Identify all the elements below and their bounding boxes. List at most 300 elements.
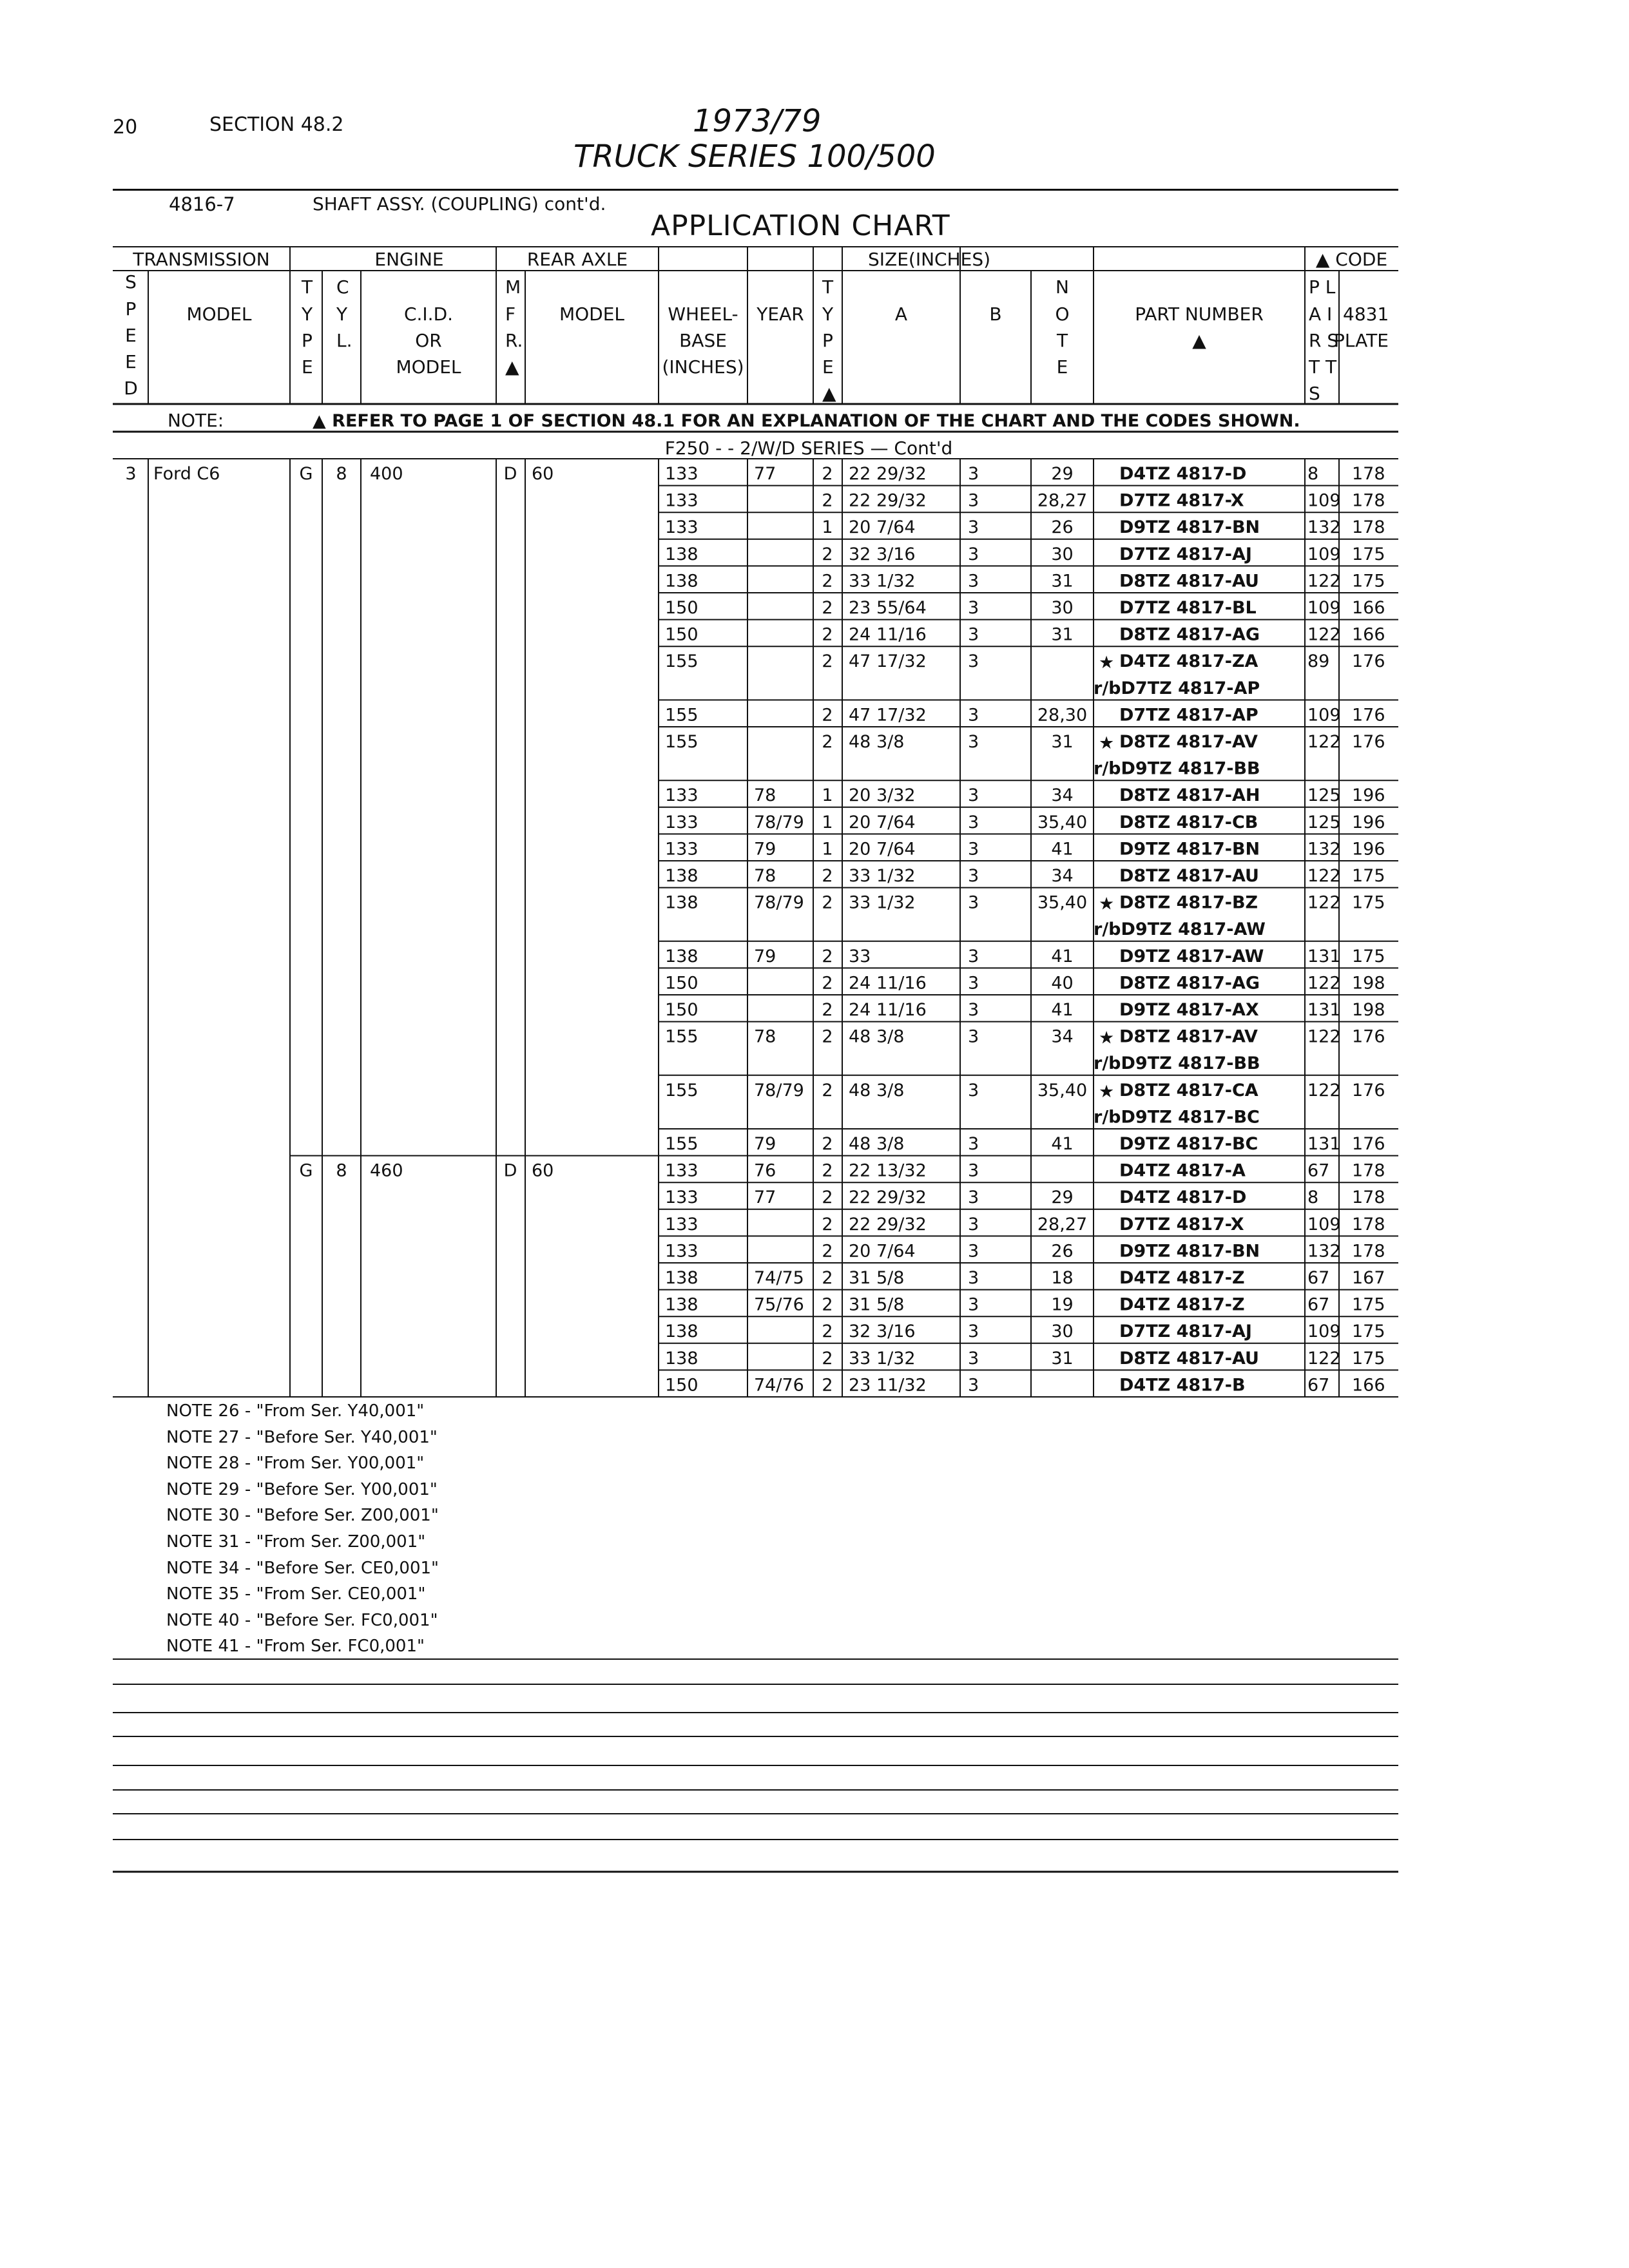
- axle-mfr: D: [503, 1160, 517, 1181]
- cell-part-number: D8TZ 4817-AH: [1119, 785, 1260, 806]
- header-code-4831: 4831: [1343, 303, 1389, 325]
- superseded-star-icon: ★: [1099, 653, 1115, 673]
- cell-part-number: D8TZ 4817-AU: [1119, 866, 1259, 886]
- cell-size-b: 3: [968, 1026, 979, 1047]
- header-code-plate: PLATE: [1334, 330, 1389, 351]
- cell-wheelbase: 133: [665, 464, 699, 484]
- cell-type: 2: [822, 624, 833, 645]
- cell-note: 31: [1051, 1348, 1074, 1369]
- cell-type: 2: [822, 732, 833, 752]
- cell-type: 2: [822, 571, 833, 591]
- cell-size-a: 33 1/32: [849, 866, 916, 886]
- cell-wheelbase: 150: [665, 624, 699, 645]
- header-type: E: [822, 356, 834, 378]
- trans-model: Ford C6: [153, 464, 220, 484]
- cell-pl: 122: [1307, 732, 1341, 752]
- cell-note: 41: [1051, 1134, 1074, 1154]
- cell-pl: 67: [1307, 1375, 1330, 1396]
- header-year: YEAR: [757, 303, 804, 325]
- cell-size-b: 3: [968, 1214, 979, 1235]
- cell-code: 178: [1352, 1160, 1385, 1181]
- cell-part-number: D4TZ 4817-Z: [1119, 1268, 1245, 1288]
- cell-part-number: D4TZ 4817-A: [1119, 1160, 1246, 1181]
- cell-type: 1: [822, 812, 833, 832]
- cell-year: 78: [754, 866, 776, 886]
- header-part-number-marker: ▲: [1192, 330, 1206, 351]
- cell-part-number: D4TZ 4817-Z: [1119, 1294, 1245, 1315]
- cell-type: 2: [822, 1187, 833, 1208]
- engine-type: G: [299, 1160, 313, 1181]
- cell-size-b: 3: [968, 1187, 979, 1208]
- cell-year: 77: [754, 464, 776, 484]
- axle-model: 60: [532, 1160, 554, 1181]
- cell-type: 2: [822, 973, 833, 994]
- cell-pl: 109: [1307, 544, 1341, 564]
- cell-pl: 132: [1307, 1241, 1341, 1262]
- cell-size-b: 3: [968, 892, 979, 913]
- cell-size-a: 47 17/32: [849, 651, 927, 672]
- group-header-rear-axle: REAR AXLE: [526, 249, 628, 270]
- cell-wheelbase: 133: [665, 839, 699, 860]
- cell-size-a: 22 29/32: [849, 1214, 927, 1235]
- cell-size-b: 3: [968, 1268, 979, 1288]
- cell-pl: 132: [1307, 839, 1341, 860]
- header-cylinders: Y: [336, 303, 348, 325]
- cell-code: 176: [1352, 651, 1385, 672]
- header-cid: C.I.D.: [403, 303, 454, 325]
- cell-wheelbase: 155: [665, 1080, 699, 1100]
- header-parts: S: [1309, 383, 1320, 404]
- cell-size-b: 3: [968, 490, 979, 511]
- cell-year: 79: [754, 946, 776, 966]
- header-note: O: [1055, 303, 1070, 325]
- cell-size-a: 20 7/64: [849, 1241, 916, 1262]
- cell-size-a: 47 17/32: [849, 705, 927, 726]
- header-note: T: [1056, 330, 1068, 351]
- cell-year: 77: [754, 1187, 776, 1208]
- cell-size-a: 33: [849, 946, 871, 966]
- header-speed: S: [125, 271, 137, 293]
- cell-part-number: D4TZ 4817-ZA: [1119, 651, 1258, 672]
- cell-code: 178: [1352, 517, 1385, 538]
- header-mfr: ▲: [505, 356, 519, 378]
- cell-note: 31: [1051, 732, 1074, 752]
- cell-size-a: 23 55/64: [849, 598, 927, 618]
- cell-code: 196: [1352, 839, 1385, 860]
- cell-wheelbase: 133: [665, 1241, 699, 1262]
- page-number: 20: [113, 116, 138, 139]
- cell-size-b: 3: [968, 839, 979, 860]
- cell-part-number: D8TZ 4817-BZ: [1119, 892, 1258, 913]
- cell-wheelbase: 155: [665, 1026, 699, 1047]
- cell-wheelbase: 138: [665, 866, 699, 886]
- cell-code: 175: [1352, 1321, 1385, 1342]
- header-speed: P: [125, 298, 137, 320]
- cell-type: 2: [822, 1294, 833, 1315]
- cell-note: 28,27: [1037, 1214, 1088, 1235]
- cell-note: 30: [1051, 544, 1074, 564]
- header-note: N: [1055, 276, 1069, 298]
- cell-pl: 122: [1307, 1348, 1341, 1369]
- cell-size-b: 3: [968, 1294, 979, 1315]
- cell-type: 2: [822, 1000, 833, 1020]
- cell-type: 2: [822, 1348, 833, 1369]
- cell-pl: 122: [1307, 624, 1341, 645]
- header-parts: R S: [1309, 330, 1339, 351]
- cell-replaced-by-part-number: r/bD7TZ 4817-AP: [1094, 678, 1260, 698]
- cell-size-b: 3: [968, 598, 979, 618]
- cell-pl: 122: [1307, 1080, 1341, 1100]
- cell-part-number: D8TZ 4817-AU: [1119, 571, 1259, 591]
- cell-pl: 131: [1307, 1000, 1341, 1020]
- cell-size-a: 20 3/32: [849, 785, 916, 806]
- cell-code: 198: [1352, 973, 1385, 994]
- header-cid: MODEL: [396, 356, 461, 378]
- cell-type: 2: [822, 1375, 833, 1396]
- header-engine-type: T: [302, 276, 313, 298]
- cell-wheelbase: 133: [665, 1214, 699, 1235]
- cell-size-b: 3: [968, 571, 979, 591]
- cell-wheelbase: 138: [665, 1268, 699, 1288]
- cell-size-a: 31 5/8: [849, 1268, 905, 1288]
- notes-list: [166, 1398, 439, 1660]
- cell-year: 78/79: [754, 812, 804, 832]
- header-engine-type: Y: [302, 303, 313, 325]
- note-item: NOTE 28 - "From Ser. Y00,001": [166, 1454, 425, 1474]
- cell-code: 175: [1352, 544, 1385, 564]
- cell-size-b: 3: [968, 1321, 979, 1342]
- header-speed: E: [125, 351, 137, 372]
- cell-note: 18: [1051, 1268, 1074, 1288]
- cell-code: 178: [1352, 1187, 1385, 1208]
- cell-code: 178: [1352, 1241, 1385, 1262]
- page-title-years: 1973/79: [693, 103, 822, 139]
- part-group-description: SHAFT ASSY. (COUPLING) cont'd.: [313, 193, 606, 215]
- group-header-transmission: TRANSMISSION: [133, 249, 270, 270]
- header-wheelbase: (INCHES): [662, 356, 744, 378]
- cell-size-b: 3: [968, 785, 979, 806]
- cell-part-number: D4TZ 4817-D: [1119, 464, 1247, 484]
- cell-part-number: D8TZ 4817-CA: [1119, 1080, 1258, 1100]
- cell-pl: 109: [1307, 598, 1341, 618]
- cell-size-b: 3: [968, 973, 979, 994]
- cell-pl: 67: [1307, 1160, 1330, 1181]
- header-engine-type: P: [302, 330, 313, 351]
- cell-size-b: 3: [968, 464, 979, 484]
- cell-note: 35,40: [1037, 1080, 1088, 1100]
- axle-mfr: D: [503, 464, 517, 484]
- cell-type: 2: [822, 598, 833, 618]
- cell-code: 196: [1352, 812, 1385, 832]
- cell-pl: 125: [1307, 812, 1341, 832]
- header-wheelbase: WHEEL-: [668, 303, 738, 325]
- trans-speed: 3: [125, 464, 137, 484]
- axle-model: 60: [532, 464, 554, 484]
- cell-type: 1: [822, 839, 833, 860]
- cell-code: 176: [1352, 732, 1385, 752]
- cell-size-a: 48 3/8: [849, 1080, 905, 1100]
- cell-part-number: D9TZ 4817-AW: [1119, 946, 1264, 966]
- cell-part-number: D7TZ 4817-AP: [1119, 705, 1258, 726]
- cell-note: 31: [1051, 624, 1074, 645]
- cell-part-number: D9TZ 4817-BC: [1119, 1134, 1258, 1154]
- cell-part-number: D7TZ 4817-AJ: [1119, 544, 1252, 564]
- note-item: NOTE 41 - "From Ser. FC0,001": [166, 1637, 425, 1657]
- note-text: ▲ REFER TO PAGE 1 OF SECTION 48.1 FOR AN EXPLANATION OF THE CHART AND THE CODES SHOWN.: [313, 411, 1300, 431]
- cell-part-number: D8TZ 4817-AV: [1119, 732, 1258, 752]
- cell-note: 41: [1051, 1000, 1074, 1020]
- cell-size-b: 3: [968, 946, 979, 966]
- cell-note: 28,27: [1037, 490, 1088, 511]
- cell-size-a: 24 11/16: [849, 624, 927, 645]
- cell-pl: 109: [1307, 1214, 1341, 1235]
- cell-pl: 67: [1307, 1268, 1330, 1288]
- cell-size-a: 23 11/32: [849, 1375, 927, 1396]
- cell-size-a: 22 29/32: [849, 490, 927, 511]
- cell-size-a: 48 3/8: [849, 1026, 905, 1047]
- cell-year: 79: [754, 839, 776, 860]
- cell-size-a: 33 1/32: [849, 571, 916, 591]
- note-item: NOTE 40 - "Before Ser. FC0,001": [166, 1610, 438, 1630]
- cell-replaced-by-part-number: r/bD9TZ 4817-BB: [1094, 758, 1260, 779]
- header-cid: OR: [415, 330, 442, 351]
- cell-size-a: 22 13/32: [849, 1160, 927, 1181]
- cell-type: 2: [822, 1080, 833, 1100]
- cell-wheelbase: 150: [665, 1000, 699, 1020]
- cell-code: 175: [1352, 1294, 1385, 1315]
- cell-size-a: 20 7/64: [849, 812, 916, 832]
- cell-size-b: 3: [968, 517, 979, 538]
- cell-part-number: D8TZ 4817-AU: [1119, 1348, 1259, 1369]
- cell-wheelbase: 138: [665, 946, 699, 966]
- cell-type: 2: [822, 1241, 833, 1262]
- cell-note: 41: [1051, 839, 1074, 860]
- engine-cylinders: 8: [336, 1160, 347, 1181]
- cell-wheelbase: 133: [665, 785, 699, 806]
- page-title-series: TRUCK SERIES 100/500: [574, 139, 936, 175]
- cell-wheelbase: 138: [665, 892, 699, 913]
- cell-code: 178: [1352, 490, 1385, 511]
- cell-code: 196: [1352, 785, 1385, 806]
- header-size-b: B: [989, 303, 1002, 325]
- cell-wheelbase: 138: [665, 544, 699, 564]
- cell-type: 2: [822, 490, 833, 511]
- cell-size-a: 32 3/16: [849, 544, 916, 564]
- cell-size-b: 3: [968, 1000, 979, 1020]
- cell-code: 176: [1352, 1026, 1385, 1047]
- cell-size-b: 3: [968, 732, 979, 752]
- header-part-number: PART NUMBER: [1135, 303, 1264, 325]
- cell-wheelbase: 133: [665, 812, 699, 832]
- header-parts: A I: [1309, 303, 1333, 325]
- cell-wheelbase: 155: [665, 651, 699, 672]
- cell-code: 175: [1352, 1348, 1385, 1369]
- chart-title: APPLICATION CHART: [651, 209, 950, 242]
- superseded-star-icon: ★: [1099, 1028, 1115, 1048]
- note-label: NOTE:: [168, 410, 224, 431]
- cell-size-a: 20 7/64: [849, 839, 916, 860]
- cell-wheelbase: 133: [665, 1160, 699, 1181]
- cell-type: 1: [822, 517, 833, 538]
- cell-pl: 89: [1307, 651, 1330, 672]
- note-item: NOTE 26 - "From Ser. Y40,001": [166, 1401, 425, 1421]
- cell-year: 78/79: [754, 1080, 804, 1100]
- cell-part-number: D8TZ 4817-CB: [1119, 812, 1258, 832]
- cell-pl: 122: [1307, 571, 1341, 591]
- header-speed: D: [124, 378, 138, 399]
- cell-year: 79: [754, 1134, 776, 1154]
- cell-type: 2: [822, 544, 833, 564]
- cell-size-b: 3: [968, 866, 979, 886]
- cell-size-a: 33 1/32: [849, 892, 916, 913]
- cell-wheelbase: 150: [665, 1375, 699, 1396]
- cell-type: 2: [822, 892, 833, 913]
- cell-type: 2: [822, 651, 833, 672]
- cell-type: 2: [822, 1026, 833, 1047]
- cell-size-a: 33 1/32: [849, 1348, 916, 1369]
- cell-code: 175: [1352, 866, 1385, 886]
- cell-part-number: D7TZ 4817-X: [1119, 490, 1244, 511]
- note-item: NOTE 29 - "Before Ser. Y00,001": [166, 1479, 438, 1499]
- cell-year: 76: [754, 1160, 776, 1181]
- header-wheelbase: BASE: [679, 330, 727, 351]
- cell-wheelbase: 155: [665, 705, 699, 726]
- cell-part-number: D8TZ 4817-AG: [1119, 973, 1260, 994]
- header-axle-model: MODEL: [559, 303, 625, 325]
- note-item: NOTE 31 - "From Ser. Z00,001": [166, 1532, 426, 1552]
- cell-note: 34: [1051, 1026, 1074, 1047]
- cell-code: 175: [1352, 892, 1385, 913]
- cell-wheelbase: 138: [665, 571, 699, 591]
- header-cylinders: C: [336, 276, 349, 298]
- cell-replaced-by-part-number: r/bD9TZ 4817-AW: [1094, 919, 1266, 940]
- engine-cid: 460: [370, 1160, 403, 1181]
- cell-size-b: 3: [968, 651, 979, 672]
- cell-wheelbase: 155: [665, 732, 699, 752]
- cell-wheelbase: 150: [665, 598, 699, 618]
- header-type: P: [822, 330, 833, 351]
- cell-note: 31: [1051, 571, 1074, 591]
- cell-size-a: 48 3/8: [849, 1134, 905, 1154]
- cell-size-a: 22 29/32: [849, 464, 927, 484]
- cell-code: 178: [1352, 464, 1385, 484]
- cell-part-number: D8TZ 4817-AV: [1119, 1026, 1258, 1047]
- cell-size-b: 3: [968, 624, 979, 645]
- cell-year: 78: [754, 1026, 776, 1047]
- cell-type: 2: [822, 464, 833, 484]
- cell-size-b: 3: [968, 1160, 979, 1181]
- cell-year: 78: [754, 785, 776, 806]
- cell-code: 175: [1352, 946, 1385, 966]
- cell-code: 176: [1352, 705, 1385, 726]
- header-type: ▲: [822, 383, 836, 404]
- cell-type: 2: [822, 1268, 833, 1288]
- series-title: F250 - - 2/W/D SERIES — Cont'd: [664, 437, 953, 459]
- header-type: T: [822, 276, 834, 298]
- cell-type: 2: [822, 866, 833, 886]
- cell-code: 166: [1352, 1375, 1385, 1396]
- cell-size-a: 24 11/16: [849, 1000, 927, 1020]
- cell-note: 41: [1051, 946, 1074, 966]
- cell-pl: 8: [1307, 1187, 1319, 1208]
- cell-pl: 131: [1307, 946, 1341, 966]
- header-size-a: A: [894, 303, 908, 325]
- section-label: SECTION 48.2: [209, 113, 344, 136]
- cell-part-number: D9TZ 4817-AX: [1119, 1000, 1259, 1020]
- group-header-code: ▲ CODE: [1315, 249, 1388, 270]
- cell-pl: 109: [1307, 490, 1341, 511]
- header-cylinders: L.: [336, 330, 352, 351]
- cell-note: 26: [1051, 1241, 1074, 1262]
- cell-pl: 122: [1307, 1026, 1341, 1047]
- cell-note: 26: [1051, 517, 1074, 538]
- cell-note: 29: [1051, 464, 1074, 484]
- cell-size-a: 24 11/16: [849, 973, 927, 994]
- cell-year: 78/79: [754, 892, 804, 913]
- cell-size-a: 31 5/8: [849, 1294, 905, 1315]
- header-type: Y: [822, 303, 834, 325]
- cell-part-number: D9TZ 4817-BN: [1119, 1241, 1260, 1262]
- cell-size-b: 3: [968, 705, 979, 726]
- header-mfr: F: [505, 303, 516, 325]
- header-mfr: M: [505, 276, 521, 298]
- engine-cylinders: 8: [336, 464, 347, 484]
- cell-pl: 131: [1307, 1134, 1341, 1154]
- cell-pl: 67: [1307, 1294, 1330, 1315]
- cell-wheelbase: 133: [665, 490, 699, 511]
- cell-code: 198: [1352, 1000, 1385, 1020]
- note-item: NOTE 30 - "Before Ser. Z00,001": [166, 1506, 439, 1526]
- part-group-number: 4816-7: [169, 193, 235, 215]
- cell-code: 176: [1352, 1134, 1385, 1154]
- cell-year: 75/76: [754, 1294, 804, 1315]
- cell-size-a: 32 3/16: [849, 1321, 916, 1342]
- cell-type: 2: [822, 1321, 833, 1342]
- cell-pl: 109: [1307, 1321, 1341, 1342]
- cell-note: 28,30: [1037, 705, 1088, 726]
- cell-replaced-by-part-number: r/bD9TZ 4817-BB: [1094, 1053, 1260, 1074]
- note-item: NOTE 34 - "Before Ser. CE0,001": [166, 1558, 439, 1578]
- cell-note: 34: [1051, 866, 1074, 886]
- cell-pl: 125: [1307, 785, 1341, 806]
- cell-size-b: 3: [968, 1080, 979, 1100]
- superseded-star-icon: ★: [1099, 1081, 1115, 1102]
- cell-wheelbase: 150: [665, 973, 699, 994]
- engine-cid: 400: [370, 464, 403, 484]
- note-item: NOTE 27 - "Before Ser. Y40,001": [166, 1427, 438, 1447]
- cell-pl: 8: [1307, 464, 1319, 484]
- cell-note: 35,40: [1037, 892, 1088, 913]
- cell-size-a: 22 29/32: [849, 1187, 927, 1208]
- header-parts: T T: [1309, 356, 1337, 378]
- cell-year: 74/76: [754, 1375, 804, 1396]
- cell-code: 167: [1352, 1268, 1385, 1288]
- cell-type: 2: [822, 1214, 833, 1235]
- cell-replaced-by-part-number: r/bD9TZ 4817-BC: [1094, 1107, 1260, 1128]
- cell-wheelbase: 138: [665, 1348, 699, 1369]
- cell-type: 2: [822, 946, 833, 966]
- group-header-size: SIZE(INCHES): [867, 249, 991, 270]
- cell-pl: 109: [1307, 705, 1341, 726]
- cell-part-number: D8TZ 4817-AG: [1119, 624, 1260, 645]
- cell-wheelbase: 133: [665, 1187, 699, 1208]
- header-note: E: [1056, 356, 1068, 378]
- group-header-engine: ENGINE: [374, 249, 444, 270]
- cell-wheelbase: 138: [665, 1321, 699, 1342]
- cell-part-number: D7TZ 4817-AJ: [1119, 1321, 1252, 1342]
- cell-wheelbase: 155: [665, 1134, 699, 1154]
- cell-type: 2: [822, 1134, 833, 1154]
